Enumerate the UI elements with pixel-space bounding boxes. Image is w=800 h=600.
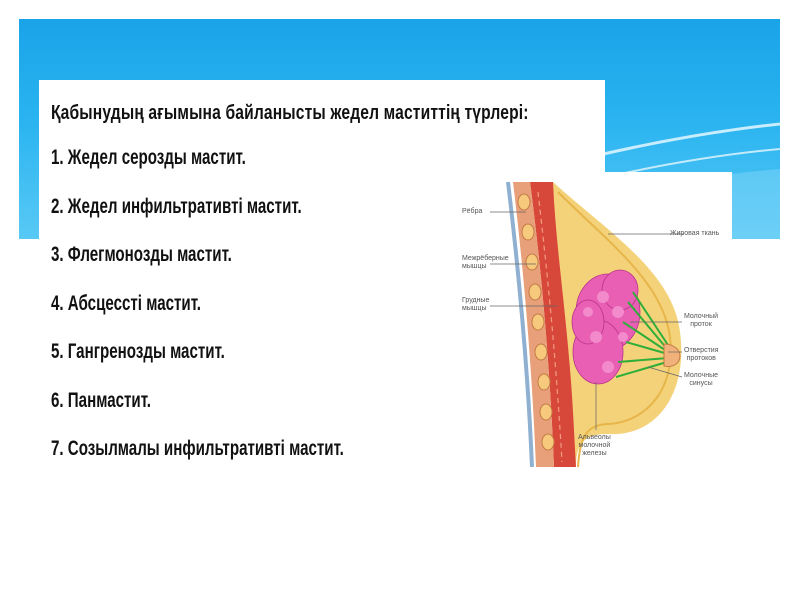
list-item: 3. Флегмонозды мастит.	[51, 243, 232, 266]
list-item: 2. Жедел инфильтративті мастит.	[51, 194, 302, 218]
label-duct-openings: Отверстия протоков	[684, 347, 719, 362]
label-gland-alveoli: Альвеолы молочной железы	[578, 434, 611, 457]
list-item: 4. Абсцессті мастит.	[51, 291, 201, 315]
label-fatty-tissue: Жировая ткань	[670, 230, 720, 237]
label-milk-sinuses: Молочные синусы	[684, 372, 718, 387]
label-ribs: Рёбра	[462, 208, 483, 215]
breast-anatomy-diagram	[458, 172, 732, 467]
list-item: 1. Жедел серозды мастит.	[51, 146, 246, 169]
label-milk-duct: Молочный проток	[684, 313, 719, 328]
list-item: 5. Гангренозды мастит.	[51, 340, 225, 363]
label-pectoral-muscles: Грудные мышцы	[462, 297, 490, 312]
list-item: 7. Созылмалы инфильтративті мастит.	[51, 437, 344, 460]
list-item: 6. Панмастит.	[51, 388, 152, 412]
mastitis-types-list	[51, 146, 458, 486]
label-intercostal-muscles: Межрёберные мышцы	[462, 255, 509, 270]
slide-title: Қабынудың ағымына байланысты жедел маститтің түрлері:	[51, 102, 529, 124]
